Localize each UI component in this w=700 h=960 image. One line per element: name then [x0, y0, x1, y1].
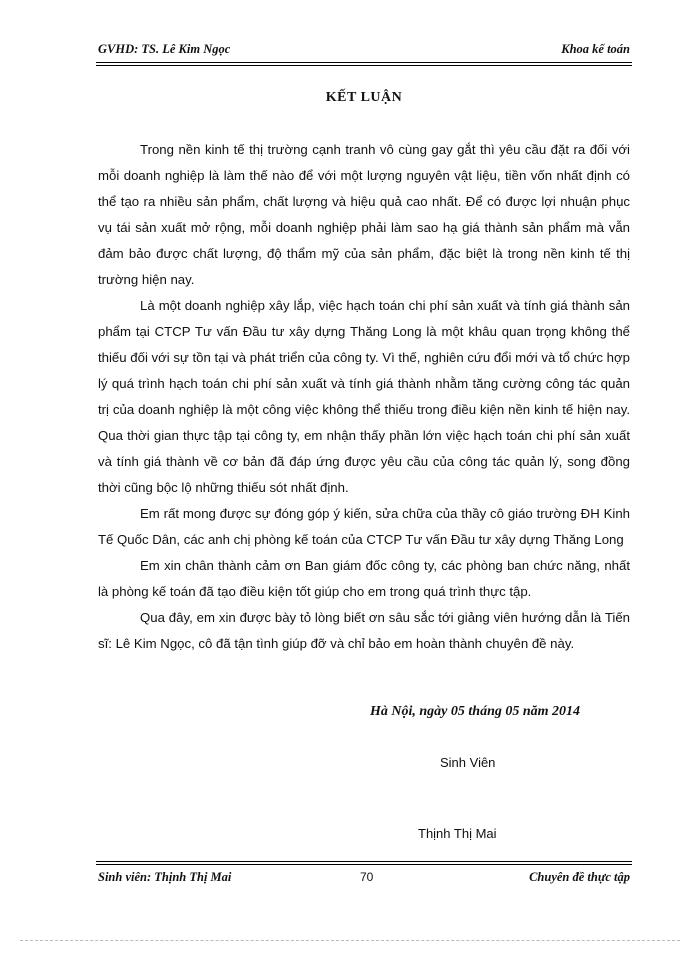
footer-rule-secondary [96, 864, 632, 865]
page-number: 70 [360, 870, 374, 884]
page-break-line [20, 940, 680, 941]
paragraph-4: Em xin chân thành cảm ơn Ban giám đốc công ty, các phòng ban chức năng, nhất là phòng kế toán đã tạo điều kiện tốt giúp cho em trong quá trình thực tập. [98, 558, 630, 599]
signature-date: Hà Nội, ngày 05 tháng 05 năm 2014 [370, 704, 581, 719]
paragraph-5: Qua đây, em xin được bày tỏ lòng biết ơn sâu sắc tới giảng viên hướng dẫn là Tiến sĩ: Lê Kim Ngọc, cô đã tận tình giúp đỡ và chỉ bảo em hoàn thành chuyên đề này. [98, 610, 630, 651]
header-rule-secondary [96, 65, 632, 66]
paragraph-2: Là một doanh nghiệp xây lắp, việc hạch toán chi phí sản xuất và tính giá thành sản phẩm tại CTCP Tư vấn Đầu tư xây dựng Thăng Long là một khâu quan trọng không thể thiếu đối với sự tồn tại và phát triển của công ty. Vì thế, nghiên cứu đổi mới và tổ chức hợp lý quá trình hạch toán chi phí sản xuất và tính giá thành nhằm tăng cường công tác quản trị của doanh nghiệp là một công việc không thể thiếu trong điều kiện nền kinh tế hiện nay. Qua thời gian thực tập tại công ty, em nhận thấy phần lớn việc hạch toán chi phí sản xuất và tính giá thành về cơ bản đã đáp ứng được yêu cầu của công tác quản lý, song đồng thời cũng bộc lộ những thiếu sót nhất định. [98, 298, 630, 495]
paragraph-3: Em rất mong được sự đóng góp ý kiến, sửa chữa của thầy cô giáo trường ĐH Kinh Tế Quốc Dân, các anh chị phòng kế toán của CTCP Tư vấn Đầu tư xây dựng Thăng Long [98, 506, 630, 547]
page-footer [98, 870, 630, 888]
header-advisor: GVHD: TS. Lê Kim Ngọc [98, 42, 231, 56]
header-rule [96, 62, 632, 63]
page-title: KẾT LUẬN [325, 90, 403, 105]
footer-rule [96, 861, 632, 862]
footer-doc-type: Chuyên đề thực tập [529, 870, 630, 884]
header-department: Khoa kế toán [561, 42, 630, 56]
paragraph-1: Trong nền kinh tế thị trường cạnh tranh vô cùng gay gắt thì yêu cầu đặt ra đối với mỗi doanh nghiệp là làm thế nào để với một lượng nguyên vật liệu, tiền vốn nhất định có thể tạo ra nhiều sản phẩm, chất lượng và hiệu quả cao nhất. Để có được lợi nhuận phục vụ tái sản xuất mở rộng, mỗi doanh nghiệp phải làm sao hạ giá thành sản phẩm mà vẫn đảm bảo được chất lượng, độ thẩm mỹ của sản phẩm, đặc biệt là trong nền kinh tế thị trường hiện nay. [98, 142, 630, 287]
signature-name: Thịnh Thị Mai [418, 826, 497, 841]
signature-role: Sinh Viên [440, 755, 496, 770]
footer-student: Sinh viên: Thịnh Thị Mai [98, 870, 232, 884]
body-text [98, 137, 630, 657]
page-header [98, 42, 630, 60]
